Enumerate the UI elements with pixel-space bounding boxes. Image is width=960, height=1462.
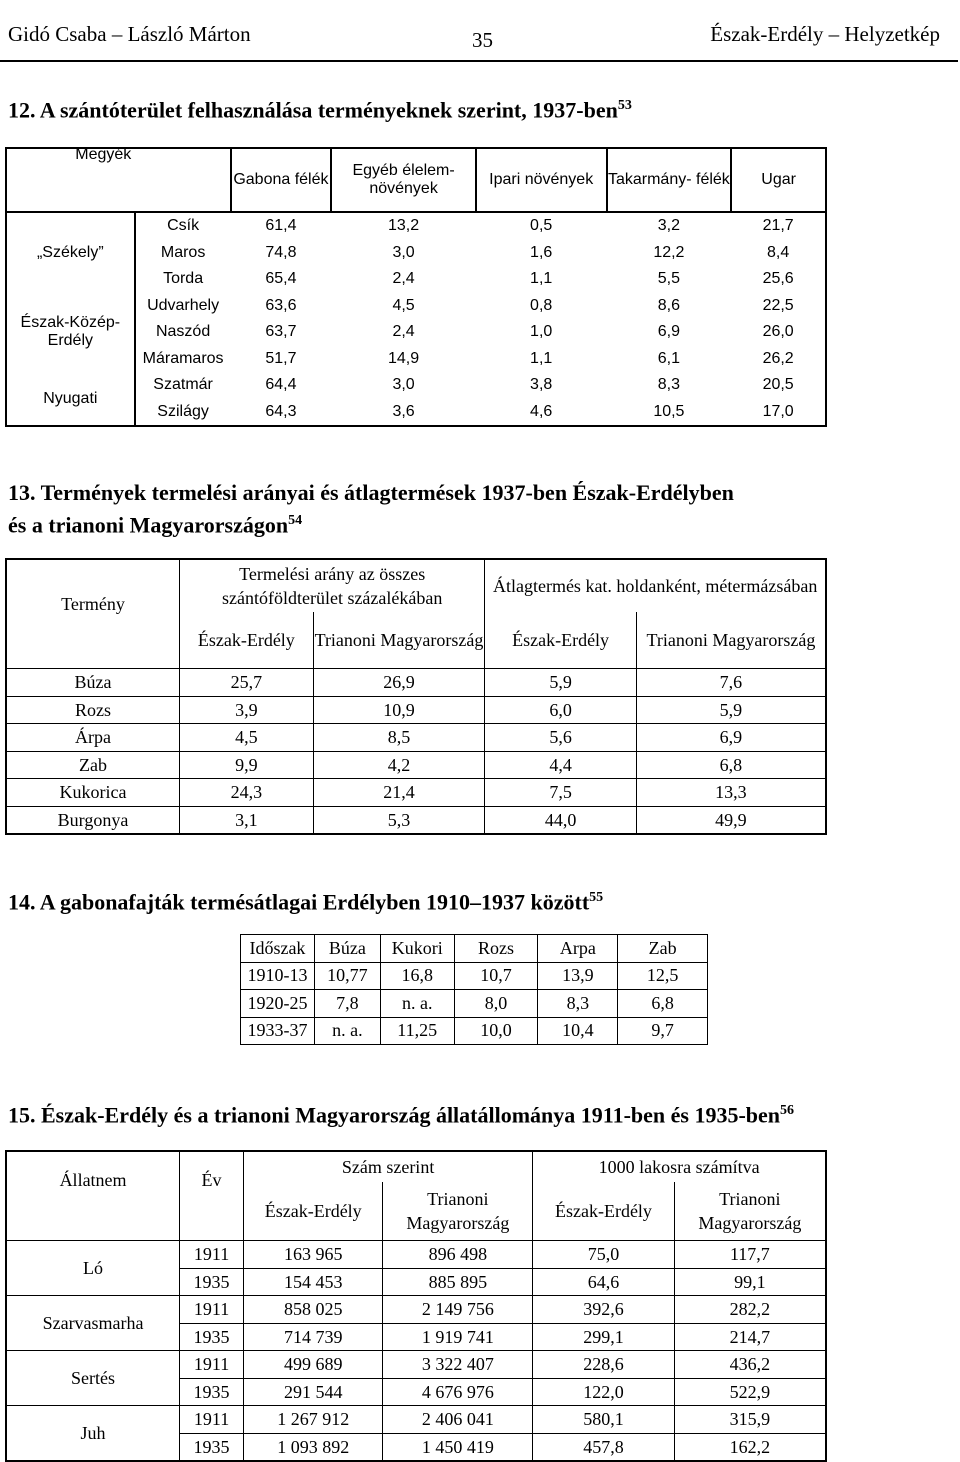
- t12-cell: 17,0: [762, 402, 794, 420]
- t12-cell: 6,1: [657, 349, 680, 367]
- t14-cell: 8,3: [538, 990, 618, 1018]
- t15-animal: Ló: [6, 1241, 180, 1296]
- t12-county: Maros: [160, 243, 206, 261]
- t15-animal: Juh: [6, 1406, 180, 1462]
- t15-cell: 885 895: [383, 1268, 533, 1296]
- t12-cell: 22,5: [762, 296, 794, 314]
- t12-cell: 8,3: [657, 376, 680, 394]
- t14-cell: 16,8: [380, 962, 454, 990]
- t12-county: Szilágy: [157, 402, 209, 420]
- t12-header-row: [6, 148, 826, 212]
- t15-cell: 315,9: [674, 1406, 826, 1434]
- t13-crop: Zab: [6, 751, 180, 779]
- t12-county: Szatmár: [153, 376, 213, 394]
- t12-header-col: Ugar: [731, 148, 826, 212]
- t14-cell: 12,5: [618, 962, 708, 990]
- header-running-title: Észak-Erdély – Helyzetkép: [710, 22, 940, 46]
- t12-county: Udvarhely: [147, 296, 220, 314]
- t12-cell: 61,4: [265, 217, 297, 235]
- t13-table: [5, 558, 827, 835]
- t15-cell: 714 739: [243, 1323, 383, 1351]
- t15-header-sub: Észak-Erdély: [243, 1182, 383, 1241]
- table-row: [6, 293, 826, 320]
- t15-cell: 291 544: [243, 1378, 383, 1406]
- t12-cell: 8,6: [657, 296, 680, 314]
- t12-cell: 51,7: [265, 349, 297, 367]
- t12-region: Észak-Közép- Erdély: [6, 293, 135, 373]
- t13-cell: 21,4: [313, 779, 485, 807]
- t12-cell: 8,4: [767, 243, 790, 261]
- t12-header-megyek: Megyék: [6, 148, 231, 212]
- t12-cell: 63,6: [265, 296, 297, 314]
- t14-header-cell: Búza: [314, 935, 380, 963]
- t13-title-line1: 13. Termények termelési arányai és átlagtermések 1937-ben Észak-Erdélyben: [8, 480, 734, 505]
- t15-header-sub: Észak-Erdély: [533, 1182, 675, 1241]
- page-number: 35: [472, 28, 493, 52]
- t12-cell: 3,0: [392, 376, 415, 394]
- t15-cell: 75,0: [533, 1241, 675, 1269]
- t15-cell: 580,1: [533, 1406, 675, 1434]
- t12-header-col: Ipari növények: [476, 148, 607, 212]
- t15-year: 1911: [180, 1296, 244, 1324]
- t15-header-sub: Trianoni Magyarország: [674, 1182, 826, 1241]
- t15-cell: 154 453: [243, 1268, 383, 1296]
- t15-cell: 457,8: [533, 1433, 675, 1461]
- t14-cell: 1920-25: [241, 990, 315, 1018]
- running-header: [0, 0, 960, 60]
- t15-animal: Szarvasmarha: [6, 1296, 180, 1351]
- header-rule: [0, 60, 958, 62]
- t15-cell: 1 093 892: [243, 1433, 383, 1461]
- t12-cell: 1,0: [530, 323, 553, 341]
- t13-cell: 13,3: [636, 779, 826, 807]
- t12-cell: 21,7: [762, 217, 794, 235]
- t14-cell: 10,7: [454, 962, 538, 990]
- t13-header-group1: Termelési arány az összes szántóföldterület százalékában: [180, 559, 485, 612]
- t15-header-group2: 1000 lakosra számítva: [533, 1151, 826, 1182]
- t13-footnote: 54: [288, 513, 303, 528]
- t13-cell: 5,9: [485, 669, 637, 697]
- t14-cell: 7,8: [314, 990, 380, 1018]
- t15-cell: 896 498: [383, 1241, 533, 1269]
- table-row: [6, 806, 826, 834]
- header-authors: Gidó Csaba – László Márton: [8, 22, 251, 46]
- t13-crop: Búza: [6, 669, 180, 697]
- t15-cell: 436,2: [674, 1351, 826, 1379]
- t15-cell: 392,6: [533, 1296, 675, 1324]
- t14-cell: 13,9: [538, 962, 618, 990]
- t12-title-text: 12. A szántóterület felhasználása terményeknek szerint, 1937-ben: [8, 97, 618, 123]
- t15-cell: 214,7: [674, 1323, 826, 1351]
- t15-year: 1935: [180, 1433, 244, 1461]
- t13-cell: 5,9: [636, 696, 826, 724]
- t15-cell: 64,6: [533, 1268, 675, 1296]
- t12-header-col: Gabona félék: [231, 148, 332, 212]
- table-row: [6, 1351, 826, 1379]
- t12-cell: 64,4: [265, 376, 297, 394]
- t15-animal: Sertés: [6, 1351, 180, 1406]
- t14-cell: 1933-37: [241, 1017, 315, 1045]
- t12-cell: 10,5: [653, 402, 685, 420]
- t13-cell: 44,0: [485, 806, 637, 834]
- t14-title: [8, 884, 603, 916]
- t13-header-row-1: [6, 559, 826, 612]
- t15-header-sub: Trianoni Magyarország: [383, 1182, 533, 1241]
- t13-header-termeny: Termény: [6, 559, 180, 669]
- t13-cell: 9,9: [180, 751, 314, 779]
- t12-title: [8, 92, 632, 124]
- t15-header-allatnem: Állatnem: [6, 1151, 180, 1241]
- table-row: [241, 990, 708, 1018]
- t13-cell: 3,9: [180, 696, 314, 724]
- t12-county: Torda: [163, 270, 204, 288]
- t13-header-sub: Észak-Erdély: [180, 612, 314, 669]
- t12-cell: 4,5: [392, 296, 415, 314]
- t12-cell: 20,5: [762, 376, 794, 394]
- t12-cell: 64,3: [265, 402, 297, 420]
- t13-cell: 10,9: [313, 696, 485, 724]
- t14-cell: 10,4: [538, 1017, 618, 1045]
- t14-title-text: 14. A gabonafajták termésátlagai Erdélyben 1910–1937 között: [8, 889, 590, 915]
- t12-cell: 1,1: [530, 270, 553, 288]
- t15-cell: 122,0: [533, 1378, 675, 1406]
- t15-cell: 4 676 976: [383, 1378, 533, 1406]
- t13-cell: 25,7: [180, 669, 314, 697]
- t15-header-ev: Év: [180, 1151, 244, 1241]
- t15-cell: 1 450 419: [383, 1433, 533, 1461]
- t12-footnote: 53: [617, 98, 632, 113]
- t13-crop: Árpa: [6, 724, 180, 752]
- t15-cell: 499 689: [243, 1351, 383, 1379]
- t13-cell: 7,6: [636, 669, 826, 697]
- t13-crop: Kukorica: [6, 779, 180, 807]
- t15-year: 1911: [180, 1241, 244, 1269]
- t12-region: „Székely”: [6, 212, 135, 293]
- t14-cell: 6,8: [618, 990, 708, 1018]
- t14-cell: 11,25: [380, 1017, 454, 1045]
- t13-header-sub: Trianoni Magyarország: [313, 612, 485, 669]
- t13-cell: 6,8: [636, 751, 826, 779]
- table-row: [241, 1017, 708, 1045]
- t12-cell: 3,2: [657, 217, 680, 235]
- t14-cell: 1910-13: [241, 962, 315, 990]
- t12-cell: 2,4: [392, 323, 415, 341]
- t12-cell: 1,6: [530, 243, 553, 261]
- t13-cell: 7,5: [485, 779, 637, 807]
- t12-cell: 63,7: [265, 323, 297, 341]
- t13-crop: Burgonya: [6, 806, 180, 834]
- t15-cell: 858 025: [243, 1296, 383, 1324]
- t15-title: [8, 1097, 794, 1129]
- t15-footnote: 56: [780, 1103, 795, 1118]
- t15-year: 1911: [180, 1351, 244, 1379]
- t15-cell: 2 406 041: [383, 1406, 533, 1434]
- t14-header-cell: Időszak: [241, 935, 315, 963]
- t12-cell: 74,8: [265, 243, 297, 261]
- table-row: [6, 779, 826, 807]
- t13-cell: 8,5: [313, 724, 485, 752]
- t15-cell: 299,1: [533, 1323, 675, 1351]
- t13-cell: 49,9: [636, 806, 826, 834]
- t12-cell: 6,9: [657, 323, 680, 341]
- t15-cell: 1 919 741: [383, 1323, 533, 1351]
- t15-cell: 228,6: [533, 1351, 675, 1379]
- t12-table: [5, 147, 827, 427]
- table-row: [6, 669, 826, 697]
- t15-year: 1935: [180, 1268, 244, 1296]
- t14-cell: n. a.: [314, 1017, 380, 1045]
- t12-cell: 26,2: [762, 349, 794, 367]
- t13-cell: 24,3: [180, 779, 314, 807]
- t13-crop: Rozs: [6, 696, 180, 724]
- t12-cell: 12,2: [653, 243, 685, 261]
- t14-header-cell: Kukori: [380, 935, 454, 963]
- t14-cell: 8,0: [454, 990, 538, 1018]
- t15-header-group1: Szám szerint: [243, 1151, 532, 1182]
- t12-cell: 65,4: [265, 270, 297, 288]
- t12-cell: 5,5: [657, 270, 680, 288]
- t12-cell: 0,8: [530, 296, 553, 314]
- t15-cell: 99,1: [674, 1268, 826, 1296]
- t15-cell: 162,2: [674, 1433, 826, 1461]
- t13-cell: 26,9: [313, 669, 485, 697]
- t12-cell: 3,8: [530, 376, 553, 394]
- table-row: [241, 962, 708, 990]
- table-row: [6, 751, 826, 779]
- table-row: [6, 1406, 826, 1434]
- t13-header-group2: Átlagtermés kat. holdanként, métermázsában: [485, 559, 826, 612]
- t12-cell: 1,1: [530, 349, 553, 367]
- t14-cell: 10,77: [314, 962, 380, 990]
- t13-cell: 6,9: [636, 724, 826, 752]
- table-row: [6, 724, 826, 752]
- t14-footnote: 55: [589, 890, 604, 905]
- table-row: [6, 212, 826, 240]
- t12-cell: 14,9: [388, 349, 420, 367]
- t12-cell: 25,6: [762, 270, 794, 288]
- t15-cell: 282,2: [674, 1296, 826, 1324]
- t12-cell: 26,0: [762, 323, 794, 341]
- t14-table: [240, 934, 708, 1045]
- t15-cell: 1 267 912: [243, 1406, 383, 1434]
- t15-cell: 2 149 756: [383, 1296, 533, 1324]
- t12-header-col: Takarmány- félék: [607, 148, 732, 212]
- t14-header-cell: Arpa: [538, 935, 618, 963]
- t12-cell: 0,5: [530, 217, 553, 235]
- t15-cell: 163 965: [243, 1241, 383, 1269]
- t14-cell: 10,0: [454, 1017, 538, 1045]
- t14-cell: 9,7: [618, 1017, 708, 1045]
- t13-header-sub: Észak-Erdély: [485, 612, 637, 669]
- t12-cell: 3,0: [392, 243, 415, 261]
- table-row: [6, 1296, 826, 1324]
- t12-header-col: Egyéb élelem- növények: [331, 148, 476, 212]
- t12-cell: 3,6: [392, 402, 415, 420]
- t15-title-text: 15. Észak-Erdély és a trianoni Magyarország állatállománya 1911-ben és 1935-ben: [8, 1102, 781, 1128]
- t15-year: 1935: [180, 1323, 244, 1351]
- t13-title-line2: és a trianoni Magyarországon: [8, 512, 289, 538]
- t13-cell: 5,3: [313, 806, 485, 834]
- t15-header-row-1: [6, 1151, 826, 1182]
- t13-cell: 4,2: [313, 751, 485, 779]
- t14-header-cell: Rozs: [454, 935, 538, 963]
- t12-county: Máramaros: [142, 349, 224, 367]
- t12-cell: 4,6: [530, 402, 553, 420]
- t15-table: [5, 1150, 827, 1462]
- t14-cell: n. a.: [380, 990, 454, 1018]
- table-row: [6, 372, 826, 399]
- t12-cell: 13,2: [388, 217, 420, 235]
- t12-county: Naszód: [155, 323, 211, 341]
- t15-year: 1911: [180, 1406, 244, 1434]
- table-row: [6, 1241, 826, 1269]
- t13-cell: 4,4: [485, 751, 637, 779]
- t12-region: Nyugati: [6, 372, 135, 426]
- t14-header-row: [241, 935, 708, 963]
- t15-year: 1935: [180, 1378, 244, 1406]
- t13-title: [8, 479, 734, 539]
- t12-cell: 2,4: [392, 270, 415, 288]
- table-row: [6, 696, 826, 724]
- t15-cell: 3 322 407: [383, 1351, 533, 1379]
- t15-cell: 522,9: [674, 1378, 826, 1406]
- t13-cell: 3,1: [180, 806, 314, 834]
- t13-header-sub: Trianoni Magyarország: [636, 612, 826, 669]
- t13-cell: 5,6: [485, 724, 637, 752]
- t15-cell: 117,7: [674, 1241, 826, 1269]
- t13-cell: 4,5: [180, 724, 314, 752]
- t13-cell: 6,0: [485, 696, 637, 724]
- t14-header-cell: Zab: [618, 935, 708, 963]
- t12-county: Csík: [167, 217, 200, 235]
